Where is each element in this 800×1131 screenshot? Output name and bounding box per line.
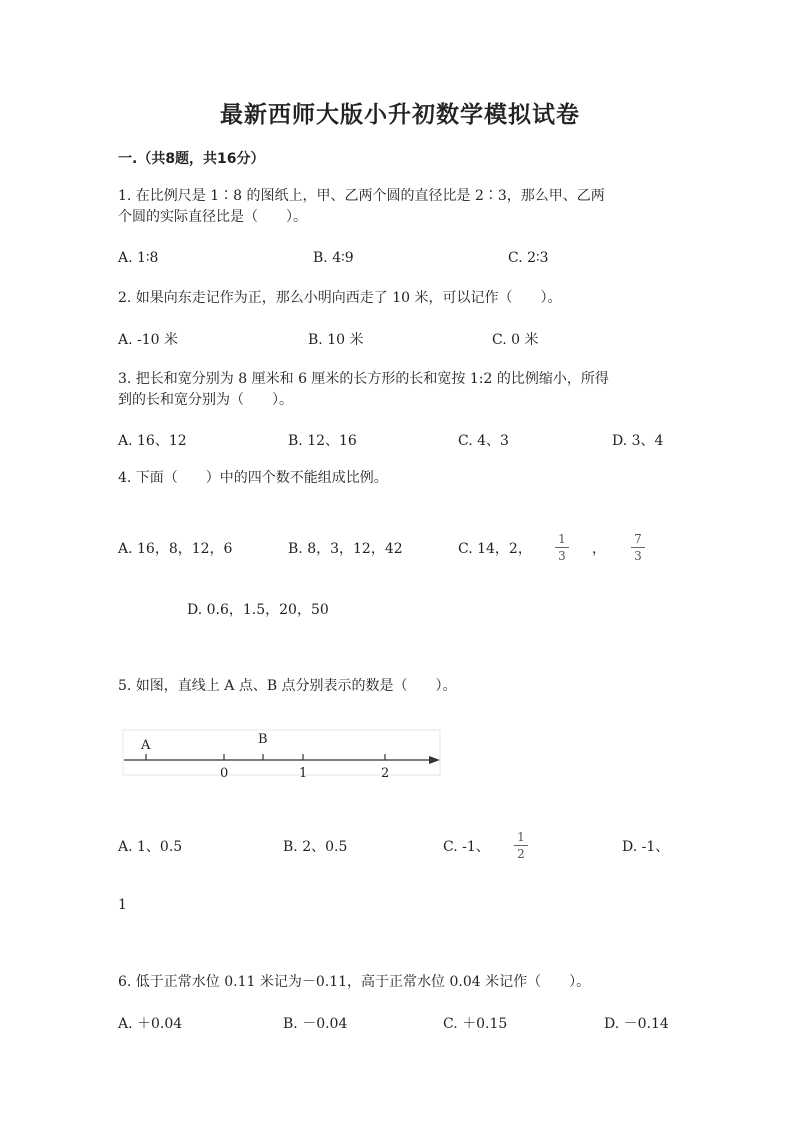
q4-option-c-separator: ，	[592, 541, 606, 557]
fraction-bar	[555, 547, 569, 548]
tick-label-2: 2	[381, 766, 390, 781]
q2-option-b: B. 10 米	[308, 332, 364, 348]
question-6-text: 6. 低于正常水位 0.11 米记为－0.11，高于正常水位 0.04 米记作（ ）。	[118, 974, 591, 990]
question-4-text: 4. 下面（ ）中的四个数不能组成比例。	[118, 470, 388, 486]
q2-option-a: A. -10 米	[118, 332, 179, 348]
section-heading: 一.（共8题，共16分）	[118, 151, 265, 167]
q3-option-d: D. 3、4	[612, 433, 664, 449]
q4-fraction-one-third	[555, 532, 569, 563]
fraction-bar	[514, 845, 528, 846]
q5-option-a: A. 1、0.5	[118, 839, 183, 855]
q1-option-c: C. 2∶3	[508, 250, 549, 266]
q2-option-c: C. 0 米	[492, 332, 539, 348]
fraction-denominator: 3	[634, 549, 642, 563]
q5-option-b: B. 2、0.5	[283, 839, 348, 855]
q6-option-a: A. ＋0.04	[118, 1016, 183, 1032]
question-5-text: 5. 如图，直线上 A 点、B 点分别表示的数是（ ）。	[118, 678, 457, 694]
fraction-denominator: 3	[558, 549, 566, 563]
q6-option-b: B. －0.04	[283, 1016, 348, 1032]
point-a-label: A	[141, 738, 151, 753]
question-1-line-2: 个圆的实际直径比是（ ）。	[118, 209, 307, 225]
q4-option-a: A. 16，8，12，6	[118, 541, 233, 557]
q5-option-c: C. -1、	[443, 839, 490, 855]
tick-label-0: 0	[220, 766, 229, 781]
q4-option-c: C. 14，2，	[458, 541, 532, 557]
fraction-numerator: 7	[634, 532, 642, 546]
page-title: 最新西师大版小升初数学模拟试卷	[220, 102, 580, 128]
q5-fraction-one-half	[514, 830, 528, 861]
q6-option-d: D. －0.14	[604, 1016, 669, 1032]
q4-option-b: B. 8，3，12，42	[288, 541, 403, 557]
q4-option-d: D. 0.6，1.5，20，50	[187, 602, 329, 618]
fraction-numerator: 1	[517, 830, 525, 844]
question-2-text: 2. 如果向东走记作为正，那么小明向西走了 10 米，可以记作（ ）。	[118, 290, 562, 306]
q3-option-b: B. 12、16	[288, 433, 357, 449]
diagram-frame	[123, 730, 440, 775]
q3-option-c: C. 4、3	[458, 433, 509, 449]
q1-option-b: B. 4∶9	[313, 250, 354, 266]
number-line-arrow	[429, 756, 440, 764]
q4-fraction-seven-thirds	[631, 532, 645, 563]
fraction-denominator: 2	[517, 847, 525, 861]
fraction-numerator: 1	[558, 532, 566, 546]
q6-option-c: C. ＋0.15	[443, 1016, 508, 1032]
point-b-label: B	[258, 732, 268, 747]
q5-option-d: D. -1、	[622, 839, 670, 855]
q1-option-a: A. 1∶8	[118, 250, 159, 266]
number-line-diagram	[118, 727, 448, 782]
question-3-line-2: 到的长和宽分别为（ ）。	[118, 392, 293, 408]
q3-option-a: A. 16、12	[118, 433, 187, 449]
question-1-line-1: 1. 在比例尺是 1∶8 的图纸上，甲、乙两个圆的直径比是 2∶3，那么甲、乙两	[118, 188, 605, 204]
tick-label-1: 1	[299, 766, 308, 781]
question-3-line-1: 3. 把长和宽分别为 8 厘米和 6 厘米的长方形的长和宽按 1:2 的比例缩小，所得	[118, 371, 609, 387]
fraction-bar	[631, 547, 645, 548]
q5-option-d-continued: 1	[118, 897, 127, 913]
